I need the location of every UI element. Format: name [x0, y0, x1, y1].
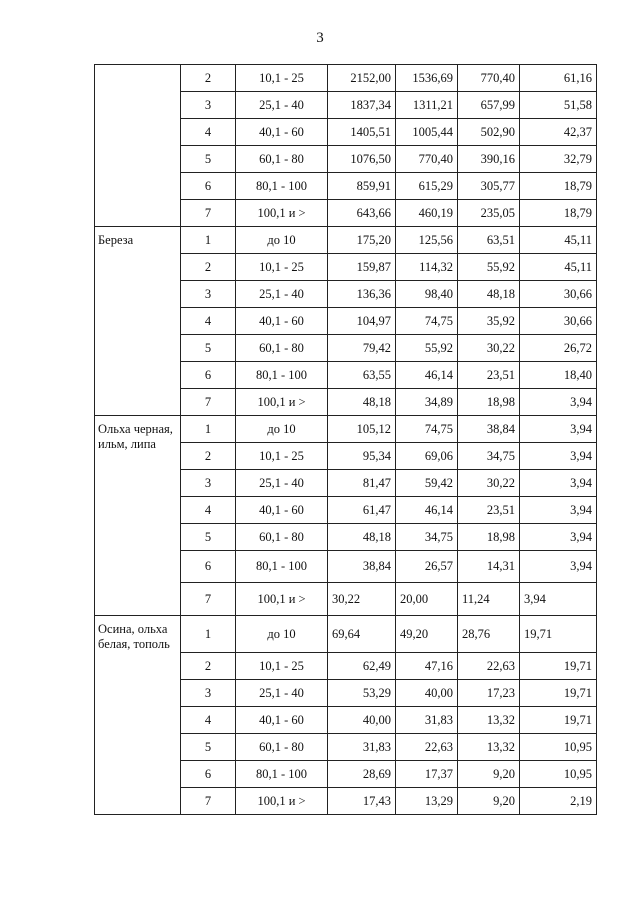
value-cell-3: 9,20	[458, 761, 520, 788]
value-cell-2: 17,37	[396, 761, 458, 788]
value-cell-4: 45,11	[520, 227, 597, 254]
species-cell: Береза	[95, 227, 181, 416]
species-cell	[95, 65, 181, 227]
diameter-range-cell: 100,1 и >	[236, 200, 328, 227]
value-cell-1: 48,18	[328, 389, 396, 416]
value-cell-2: 1536,69	[396, 65, 458, 92]
value-cell-4: 3,94	[520, 583, 597, 616]
value-cell-4: 3,94	[520, 497, 597, 524]
value-cell-2: 46,14	[396, 497, 458, 524]
row-number-cell: 3	[181, 281, 236, 308]
row-number-cell: 1	[181, 416, 236, 443]
value-cell-2: 22,63	[396, 734, 458, 761]
diameter-range-cell: 100,1 и >	[236, 788, 328, 815]
value-cell-3: 11,24	[458, 583, 520, 616]
value-cell-4: 3,94	[520, 470, 597, 497]
diameter-range-cell: до 10	[236, 416, 328, 443]
value-cell-4: 19,71	[520, 616, 597, 653]
row-number-cell: 6	[181, 551, 236, 583]
value-cell-3: 657,99	[458, 92, 520, 119]
row-number-cell: 4	[181, 497, 236, 524]
value-cell-2: 31,83	[396, 707, 458, 734]
value-cell-1: 79,42	[328, 335, 396, 362]
value-cell-3: 55,92	[458, 254, 520, 281]
row-number-cell: 7	[181, 200, 236, 227]
diameter-range-cell: до 10	[236, 616, 328, 653]
value-cell-2: 26,57	[396, 551, 458, 583]
value-cell-1: 38,84	[328, 551, 396, 583]
diameter-range-cell: 10,1 - 25	[236, 653, 328, 680]
value-cell-4: 18,79	[520, 173, 597, 200]
value-cell-1: 62,49	[328, 653, 396, 680]
value-cell-1: 69,64	[328, 616, 396, 653]
diameter-range-cell: 100,1 и >	[236, 389, 328, 416]
row-number-cell: 6	[181, 173, 236, 200]
value-cell-2: 13,29	[396, 788, 458, 815]
diameter-range-cell: 60,1 - 80	[236, 524, 328, 551]
value-cell-4: 18,40	[520, 362, 597, 389]
diameter-range-cell: 10,1 - 25	[236, 443, 328, 470]
diameter-range-cell: 25,1 - 40	[236, 92, 328, 119]
diameter-range-cell: до 10	[236, 227, 328, 254]
row-number-cell: 2	[181, 443, 236, 470]
value-cell-3: 35,92	[458, 308, 520, 335]
row-number-cell: 6	[181, 761, 236, 788]
value-cell-3: 22,63	[458, 653, 520, 680]
value-cell-3: 17,23	[458, 680, 520, 707]
value-cell-1: 48,18	[328, 524, 396, 551]
value-cell-3: 13,32	[458, 734, 520, 761]
value-cell-2: 47,16	[396, 653, 458, 680]
value-cell-3: 390,16	[458, 146, 520, 173]
value-cell-1: 643,66	[328, 200, 396, 227]
row-number-cell: 1	[181, 227, 236, 254]
diameter-range-cell: 60,1 - 80	[236, 734, 328, 761]
diameter-range-cell: 100,1 и >	[236, 583, 328, 616]
value-cell-4: 3,94	[520, 389, 597, 416]
row-number-cell: 4	[181, 119, 236, 146]
value-cell-1: 175,20	[328, 227, 396, 254]
row-number-cell: 3	[181, 92, 236, 119]
value-cell-3: 18,98	[458, 524, 520, 551]
value-cell-3: 502,90	[458, 119, 520, 146]
row-number-cell: 5	[181, 524, 236, 551]
value-cell-4: 30,66	[520, 308, 597, 335]
value-cell-1: 1076,50	[328, 146, 396, 173]
value-cell-1: 104,97	[328, 308, 396, 335]
value-cell-3: 30,22	[458, 335, 520, 362]
value-cell-1: 61,47	[328, 497, 396, 524]
row-number-cell: 5	[181, 734, 236, 761]
table-row	[95, 416, 597, 443]
value-cell-4: 51,58	[520, 92, 597, 119]
diameter-range-cell: 40,1 - 60	[236, 308, 328, 335]
diameter-range-cell: 60,1 - 80	[236, 335, 328, 362]
diameter-range-cell: 25,1 - 40	[236, 680, 328, 707]
value-cell-4: 32,79	[520, 146, 597, 173]
value-cell-4: 26,72	[520, 335, 597, 362]
row-number-cell: 5	[181, 335, 236, 362]
row-number-cell: 2	[181, 653, 236, 680]
table-row	[95, 227, 597, 254]
species-cell: Ольха черная, ильм, липа	[95, 416, 181, 616]
value-cell-3: 305,77	[458, 173, 520, 200]
value-cell-4: 19,71	[520, 653, 597, 680]
row-number-cell: 7	[181, 583, 236, 616]
value-cell-4: 3,94	[520, 443, 597, 470]
value-cell-1: 81,47	[328, 470, 396, 497]
value-cell-1: 40,00	[328, 707, 396, 734]
value-cell-4: 10,95	[520, 734, 597, 761]
row-number-cell: 6	[181, 362, 236, 389]
table-row	[95, 65, 597, 92]
value-cell-1: 105,12	[328, 416, 396, 443]
value-cell-3: 48,18	[458, 281, 520, 308]
row-number-cell: 4	[181, 308, 236, 335]
value-cell-2: 34,89	[396, 389, 458, 416]
value-cell-1: 17,43	[328, 788, 396, 815]
value-cell-2: 46,14	[396, 362, 458, 389]
value-cell-1: 63,55	[328, 362, 396, 389]
value-cell-3: 63,51	[458, 227, 520, 254]
value-cell-4: 30,66	[520, 281, 597, 308]
value-cell-3: 9,20	[458, 788, 520, 815]
table-body	[95, 65, 597, 815]
value-cell-3: 14,31	[458, 551, 520, 583]
diameter-range-cell: 40,1 - 60	[236, 497, 328, 524]
diameter-range-cell: 80,1 - 100	[236, 551, 328, 583]
value-cell-2: 59,42	[396, 470, 458, 497]
value-cell-4: 10,95	[520, 761, 597, 788]
value-cell-4: 45,11	[520, 254, 597, 281]
value-cell-4: 61,16	[520, 65, 597, 92]
value-cell-3: 38,84	[458, 416, 520, 443]
value-cell-1: 28,69	[328, 761, 396, 788]
value-cell-4: 18,79	[520, 200, 597, 227]
value-cell-4: 2,19	[520, 788, 597, 815]
row-number-cell: 5	[181, 146, 236, 173]
row-number-cell: 7	[181, 389, 236, 416]
diameter-range-cell: 10,1 - 25	[236, 254, 328, 281]
diameter-range-cell: 40,1 - 60	[236, 707, 328, 734]
value-cell-1: 95,34	[328, 443, 396, 470]
diameter-range-cell: 10,1 - 25	[236, 65, 328, 92]
value-cell-2: 98,40	[396, 281, 458, 308]
value-cell-2: 69,06	[396, 443, 458, 470]
value-cell-2: 615,29	[396, 173, 458, 200]
diameter-range-cell: 25,1 - 40	[236, 281, 328, 308]
value-cell-2: 125,56	[396, 227, 458, 254]
value-cell-2: 20,00	[396, 583, 458, 616]
value-cell-2: 34,75	[396, 524, 458, 551]
value-cell-2: 460,19	[396, 200, 458, 227]
value-cell-3: 23,51	[458, 362, 520, 389]
value-cell-2: 40,00	[396, 680, 458, 707]
value-cell-1: 1405,51	[328, 119, 396, 146]
value-cell-4: 19,71	[520, 680, 597, 707]
value-cell-1: 136,36	[328, 281, 396, 308]
diameter-range-cell: 80,1 - 100	[236, 362, 328, 389]
row-number-cell: 2	[181, 254, 236, 281]
value-cell-1: 31,83	[328, 734, 396, 761]
species-cell: Осина, ольха белая, тополь	[95, 616, 181, 815]
diameter-range-cell: 60,1 - 80	[236, 146, 328, 173]
value-cell-3: 30,22	[458, 470, 520, 497]
value-cell-2: 1311,21	[396, 92, 458, 119]
value-cell-2: 49,20	[396, 616, 458, 653]
data-table	[94, 64, 597, 815]
row-number-cell: 7	[181, 788, 236, 815]
diameter-range-cell: 80,1 - 100	[236, 173, 328, 200]
value-cell-2: 114,32	[396, 254, 458, 281]
value-cell-3: 34,75	[458, 443, 520, 470]
value-cell-3: 13,32	[458, 707, 520, 734]
row-number-cell: 3	[181, 680, 236, 707]
value-cell-1: 53,29	[328, 680, 396, 707]
value-cell-3: 18,98	[458, 389, 520, 416]
value-cell-3: 770,40	[458, 65, 520, 92]
value-cell-2: 770,40	[396, 146, 458, 173]
value-cell-4: 3,94	[520, 524, 597, 551]
diameter-range-cell: 25,1 - 40	[236, 470, 328, 497]
row-number-cell: 1	[181, 616, 236, 653]
value-cell-2: 74,75	[396, 416, 458, 443]
row-number-cell: 4	[181, 707, 236, 734]
value-cell-3: 235,05	[458, 200, 520, 227]
value-cell-4: 3,94	[520, 416, 597, 443]
diameter-range-cell: 80,1 - 100	[236, 761, 328, 788]
value-cell-1: 1837,34	[328, 92, 396, 119]
value-cell-1: 859,91	[328, 173, 396, 200]
value-cell-3: 23,51	[458, 497, 520, 524]
row-number-cell: 2	[181, 65, 236, 92]
diameter-range-cell: 40,1 - 60	[236, 119, 328, 146]
value-cell-4: 3,94	[520, 551, 597, 583]
value-cell-1: 30,22	[328, 583, 396, 616]
value-cell-3: 28,76	[458, 616, 520, 653]
value-cell-4: 19,71	[520, 707, 597, 734]
page-number: 3	[316, 30, 324, 46]
value-cell-1: 159,87	[328, 254, 396, 281]
value-cell-2: 1005,44	[396, 119, 458, 146]
value-cell-2: 74,75	[396, 308, 458, 335]
table-row	[95, 616, 597, 653]
value-cell-2: 55,92	[396, 335, 458, 362]
row-number-cell: 3	[181, 470, 236, 497]
value-cell-4: 42,37	[520, 119, 597, 146]
value-cell-1: 2152,00	[328, 65, 396, 92]
